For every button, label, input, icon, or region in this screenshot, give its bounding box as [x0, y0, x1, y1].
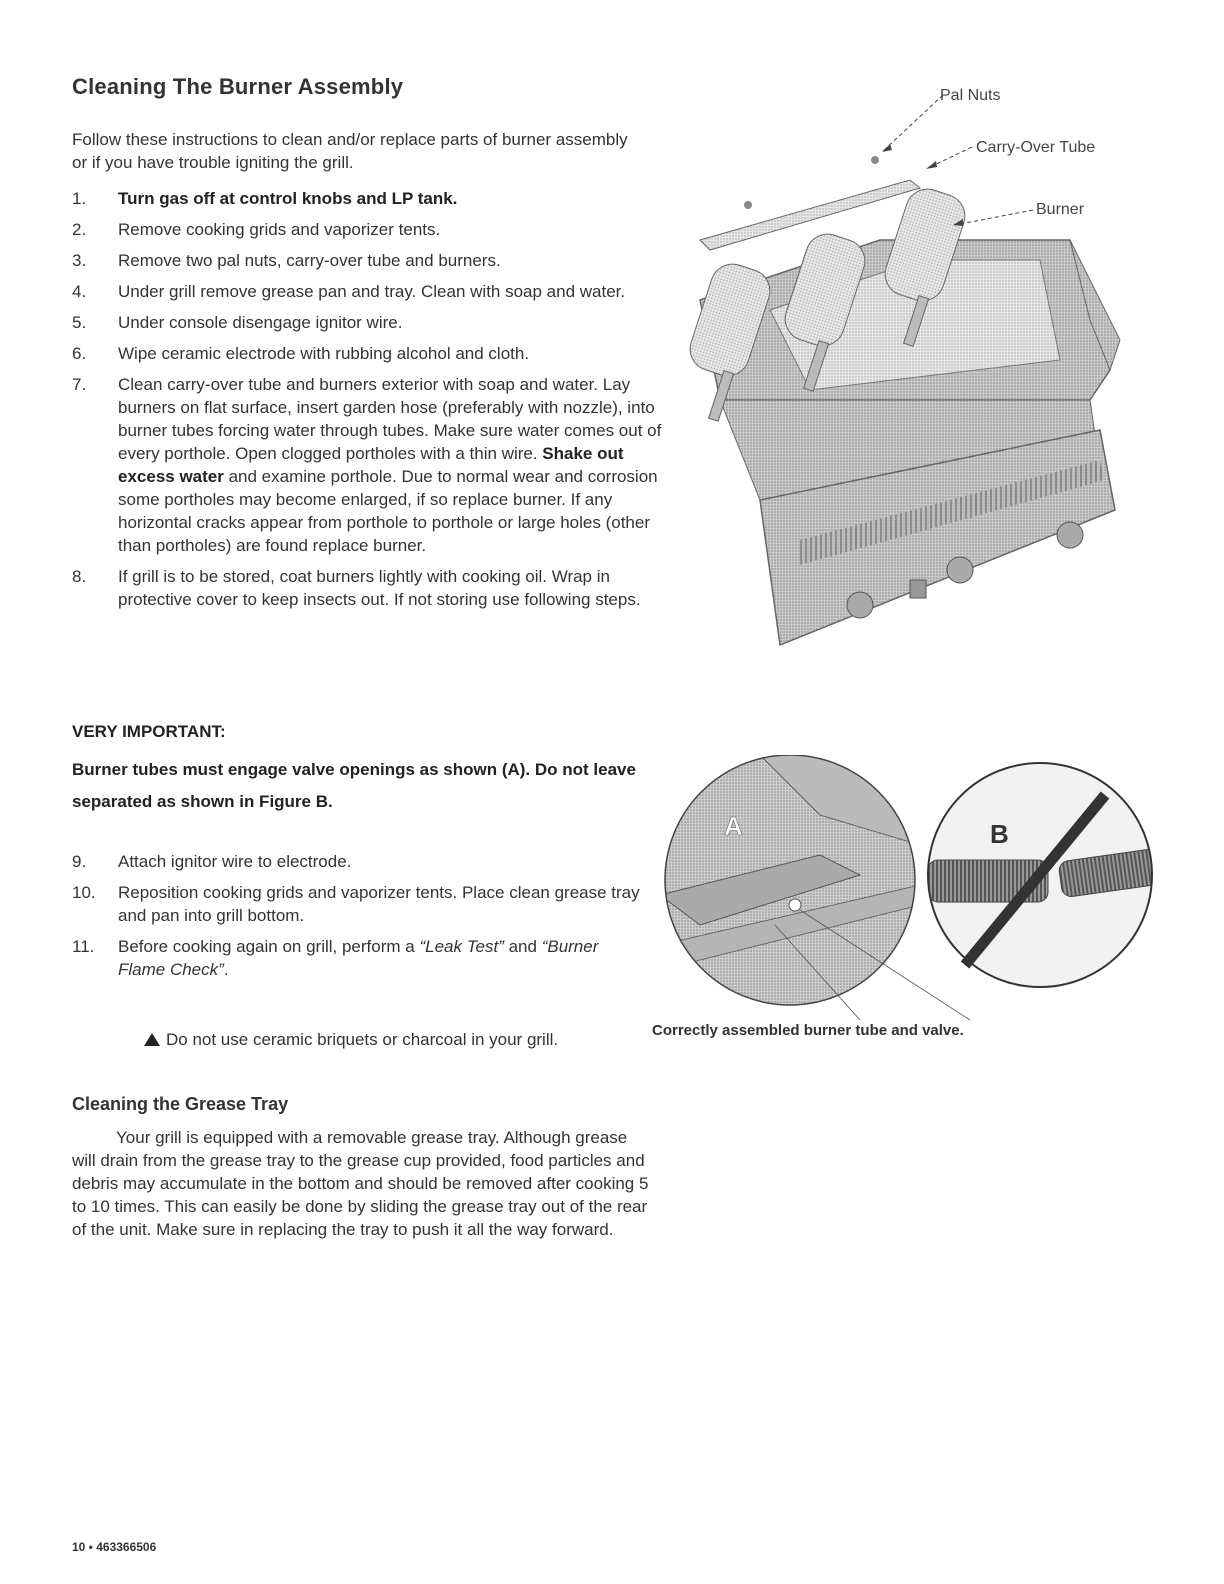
step-text-cont: and examine porthole. Due to normal wear and corrosion some portholes may become enlarged, if so replace burner. If any horizontal cracks appear from porthole to porthole or large holes (other than portholes) are found replace burner. — [118, 467, 658, 555]
flame-check-ref: “Burner Flame Check” — [118, 937, 599, 979]
step-text-end: . — [223, 960, 229, 979]
step-number: 9. — [72, 852, 87, 871]
burner-label: Burner — [1036, 201, 1085, 218]
step-text: Under console disengage ignitor wire. — [118, 313, 403, 332]
step-text-mid: and — [503, 937, 542, 956]
step-text-bold: Shake out excess water — [118, 444, 624, 486]
very-important-heading: VERY IMPORTANT: — [72, 722, 226, 741]
step-text: Remove cooking grids and vaporizer tents. — [118, 220, 441, 239]
step-number: 5. — [72, 313, 87, 332]
figure-a-label: A — [724, 811, 743, 841]
step-number: 3. — [72, 251, 87, 270]
steps-list-b — [72, 850, 642, 989]
step-number: 7. — [72, 375, 87, 394]
pal-nut — [871, 156, 879, 164]
step-number: 2. — [72, 220, 87, 239]
figure-b-label: B — [990, 819, 1009, 849]
step-number: 8. — [72, 567, 87, 586]
step-number: 6. — [72, 344, 87, 363]
pal-nut — [744, 201, 752, 209]
list-item — [72, 342, 662, 365]
grease-tray-heading: Cleaning the Grease Tray — [72, 1094, 289, 1114]
list-item — [72, 280, 662, 303]
step-number: 1. — [72, 189, 87, 208]
steps-list-a — [72, 187, 662, 619]
step-text: Clean carry-over tube and burners exterior with soap and water. Lay burners on flat surface, insert garden hose (preferably with nozzle), into burner tubes forcing water through tubes. Make sure water comes out of every porthole. Open clogged portholes with a thin wire. — [118, 375, 662, 463]
page-footer: 10 • 463366506 — [72, 1540, 157, 1554]
step-text: Before cooking again on grill, perform a — [118, 937, 420, 956]
grease-tray-text: Your grill is equipped with a removable grease tray. Although grease will drain from the grease tray to the grease cup provided, food particles and debris may accumulate in the bottom and should be removed after cooking 5 to 10 times. This can easily be done by sliding the grease tray out of the rear of the unit. Make sure in replacing the tray to push it all the way forward. — [72, 1128, 649, 1239]
step-number: 4. — [72, 282, 87, 301]
step-text: If grill is to be stored, coat burners lightly with cooking oil. Wrap in protective cover to keep insects out. If not storing use following steps. — [118, 567, 641, 609]
step-text: Remove two pal nuts, carry-over tube and burners. — [118, 251, 501, 270]
list-item — [72, 565, 662, 611]
list-item — [72, 935, 642, 981]
step-text: Wipe ceramic electrode with rubbing alcohol and cloth. — [118, 344, 530, 363]
list-item — [72, 187, 662, 210]
warning-note — [144, 1030, 558, 1050]
step-text: Turn gas off at control knobs and LP tank. — [118, 189, 458, 208]
leak-test-ref: “Leak Test” — [419, 937, 504, 956]
step-number: 11. — [72, 937, 95, 956]
step-text: Attach ignitor wire to electrode. — [118, 852, 352, 871]
list-item — [72, 881, 642, 927]
intro-text: Follow these instructions to clean and/or replace parts of burner assembly or if you have trouble igniting the grill. — [72, 130, 628, 172]
list-item — [72, 850, 642, 873]
pal-nuts-label: Pal Nuts — [940, 87, 1001, 104]
page-title: Cleaning The Burner Assembly — [72, 74, 404, 99]
figure-caption: Correctly assembled burner tube and valve. — [652, 1022, 964, 1039]
step-text: Under grill remove grease pan and tray. Clean with soap and water. — [118, 282, 626, 301]
valve-detail-illustration — [660, 755, 1160, 1025]
step-number: 10. — [72, 883, 96, 902]
step-text: Reposition cooking grids and vaporizer tents. Place clean grease tray and pan into grill bottom. — [118, 883, 640, 925]
burner-assembly-illustration — [660, 70, 1130, 670]
carry-over-tube-label: Carry-Over Tube — [976, 139, 1096, 156]
warning-icon — [144, 1033, 160, 1046]
list-item — [72, 311, 662, 334]
warning-text: Do not use ceramic briquets or charcoal in your grill. — [166, 1030, 559, 1049]
list-item — [72, 218, 662, 241]
list-item — [72, 249, 662, 272]
list-item — [72, 373, 662, 557]
very-important-text: Burner tubes must engage valve openings as shown (A). Do not leave separated as shown in Figure B. — [72, 760, 636, 811]
